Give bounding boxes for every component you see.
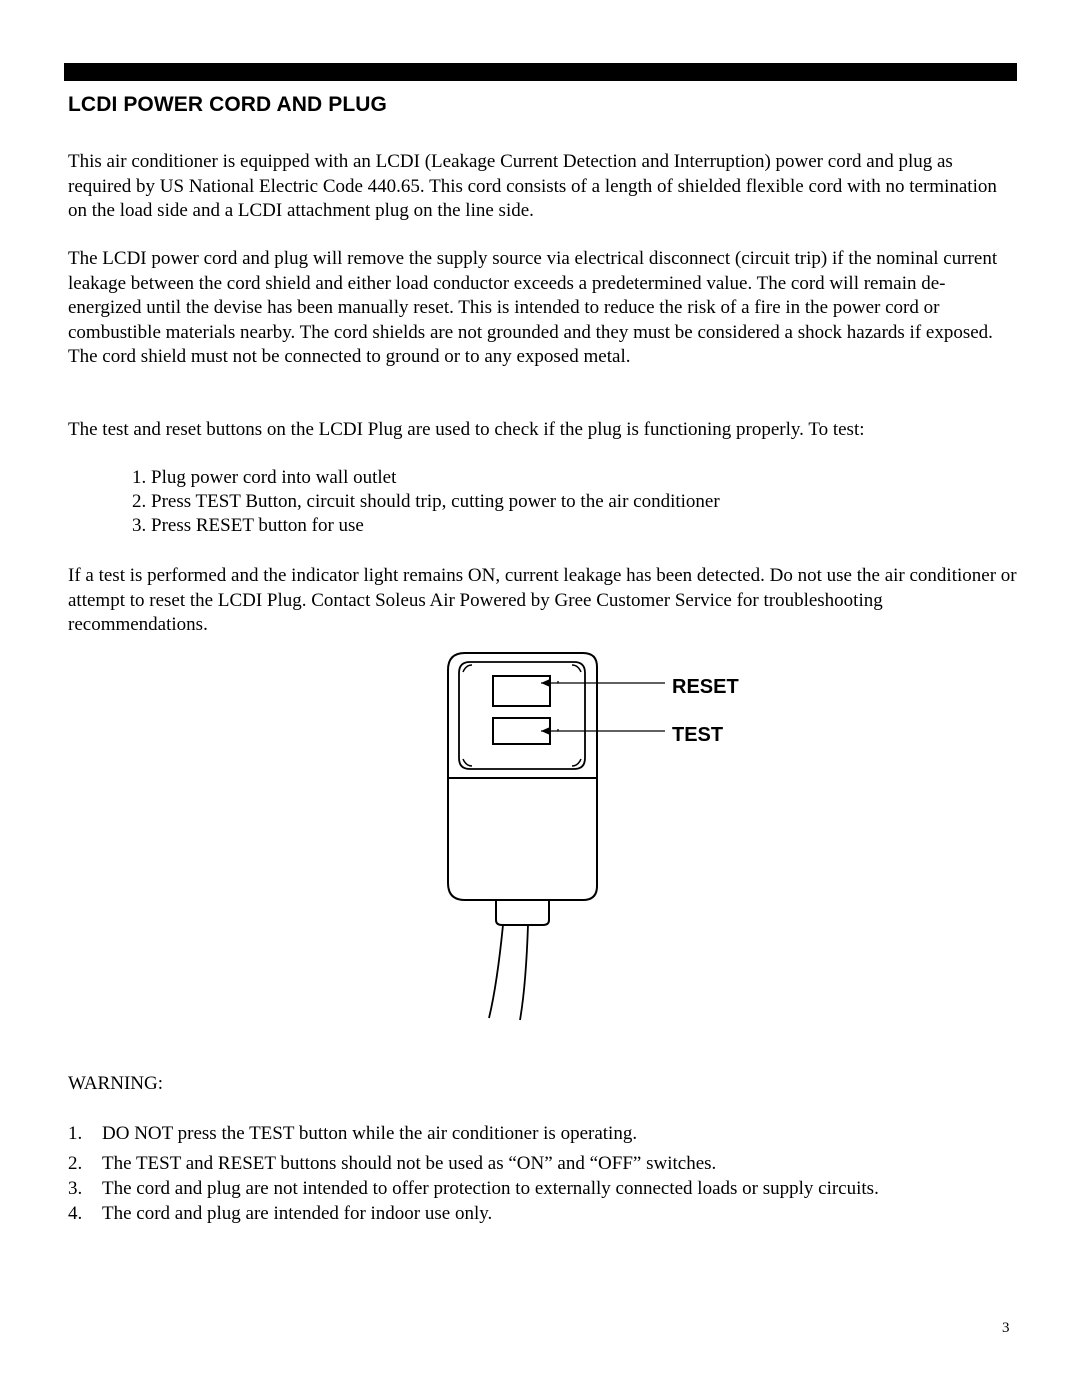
power-cord	[489, 925, 503, 1018]
warning-text: The cord and plug are not intended to offer protection to externally connected loads or supply circuits.	[102, 1178, 879, 1199]
page-number: 3	[1002, 1320, 1010, 1336]
warning-item	[68, 1176, 1028, 1201]
test-step: 1. Plug power cord into wall outlet	[132, 467, 397, 488]
reset-label: RESET	[672, 676, 739, 698]
warning-item	[68, 1151, 1028, 1176]
plug-corner-mark	[572, 665, 581, 672]
plug-corner-mark	[572, 759, 581, 766]
warning-text: The cord and plug are intended for indoor use only.	[102, 1203, 493, 1224]
warning-number: 3.	[68, 1178, 83, 1199]
warning-number: 4.	[68, 1203, 83, 1224]
test-steps-list	[132, 466, 720, 538]
warning-text: DO NOT press the TEST button while the air conditioner is operating.	[102, 1123, 638, 1144]
test-label: TEST	[672, 724, 724, 746]
warning-item	[68, 1121, 1028, 1146]
leakage-paragraph: If a test is performed and the indicator light remains ON, current leakage has been detected. Do not use the air conditioner or attempt to reset the LCDI Plug. Contact Soleus Air Powered by Gree Customer Service for troubleshooting recommendations.	[68, 565, 1017, 636]
test-leader-arrow	[558, 729, 665, 731]
test-button-shape	[493, 718, 550, 744]
operation-paragraph: The LCDI power cord and plug will remove the supply source via electrical disconnect (circuit trip) if the nominal current leakage between the cord shield and either load conductor exceeds a predetermined value. The cord will remain de-energized until the devise has been manually reset. This is intended to reduce the risk of a fire in the power cord or combustible materials nearby. The cord shields are not grounded and they must be considered a shock hazards if exposed. The cord shield must not be connected to ground or to any exposed metal.	[68, 248, 998, 368]
plug-face	[459, 662, 585, 769]
test-intro-paragraph: The test and reset buttons on the LCDI Plug are used to check if the plug is functioning properly. To test:	[68, 419, 865, 440]
plug-corner-mark	[463, 759, 472, 766]
plug-body	[448, 653, 597, 900]
header-bar	[64, 63, 1017, 81]
plug-corner-mark	[463, 665, 472, 672]
warning-item	[68, 1201, 1028, 1226]
reset-leader-arrow	[558, 681, 665, 683]
test-step: 3. Press RESET button for use	[132, 515, 364, 536]
cord-strain-relief	[496, 900, 549, 925]
warning-number: 2.	[68, 1153, 83, 1174]
reset-button-shape	[493, 676, 550, 706]
test-step: 2. Press TEST Button, circuit should trip, cutting power to the air conditioner	[132, 491, 720, 512]
intro-paragraph: This air conditioner is equipped with an LCDI (Leakage Current Detection and Interruption) power cord and plug as required by US National Electric Code 440.65. This cord consists of a length of shielded flexible cord with no termination on the load side and a LCDI attachment plug on the line side.	[68, 151, 997, 222]
warning-list	[68, 1121, 1028, 1226]
warning-heading: WARNING:	[68, 1073, 163, 1094]
warning-number: 1.	[68, 1123, 83, 1144]
warning-text: The TEST and RESET buttons should not be used as “ON” and “OFF” switches.	[102, 1153, 717, 1174]
section-title: LCDI POWER CORD AND PLUG	[68, 93, 387, 116]
power-cord	[520, 925, 528, 1020]
